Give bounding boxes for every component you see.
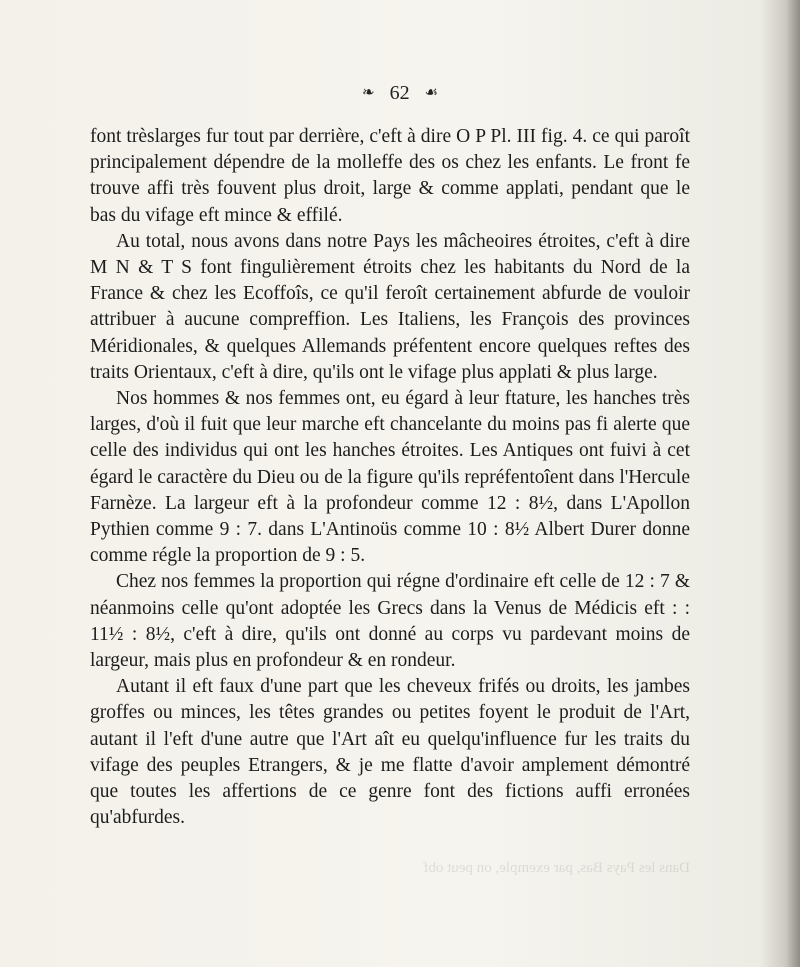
bleed-through-text: Dans les Pays Bas, par exemple, on peut obf: [423, 860, 690, 876]
page-edge-shadow: [786, 0, 800, 967]
body-text: [90, 124, 690, 831]
paragraph-2: Au total, nous avons dans notre Pays les mâcheoires étroites, c'eft à dire M N & T S font fingulièrement étroits chez les habitants du Nord de la France & chez les Ecoffoîs, ce qu'il feroît certainement abfurde de vouloir attribuer à aucune compreffion. Les Italiens, les François des provinces Méridionales, & quelques Allemands préfentent encore quelques reftes des traits Orientaux, c'eft à dire, qu'ils ont le vifage plus applati & plus large.: [90, 230, 690, 383]
right-fleuron-icon: ☙: [424, 85, 439, 101]
paragraph-5: Autant il eft faux d'une part que les cheveux frifés ou droits, les jambes groffes ou minces, les têtes grandes ou petites foyent le produit de l'Art, autant il l'eft d'une autre que l'Art aît eu quelqu'influence fur les traits du vifage des peuples Etrangers, & je me flatte d'avoir amplement démontré que toutes les affertions de ce genre font des fictions auffi erronées qu'abfurdes.: [90, 676, 690, 829]
left-fleuron-icon: ❧: [361, 85, 375, 101]
paragraph-3: Nos hommes & nos femmes ont, eu égard à leur ftature, les hanches très larges, d'où il fuit que leur marche eft chancelante du moins pas fi alerte que celle des individus qui ont les hanches étroites. Les Antiques ont fuivi à cet égard le caractère du Dieu ou de la figure qu'ils repréfentoîent dans l'Hercule Farnèze. La largeur eft à la profondeur comme 12 : 8½, dans L'Apollon Pythien comme 9 : 7. dans L'Antinoüs comme 10 : 8½ Albert Durer donne comme régle la proportion de 9 : 5.: [90, 388, 690, 567]
paragraph-4: Chez nos femmes la proportion qui régne d'ordinaire eft celle de 12 : 7 & néanmoins celle qu'ont adoptée les Grecs dans la Venus de Médicis eft : : 11½ : 8½, c'eft à dire, qu'ils ont donné au corps vu pardevant moins de largeur, mais plus en profondeur & en rondeur.: [90, 571, 690, 672]
page-number: 62: [389, 82, 410, 104]
paragraph-1: font trèslarges fur tout par derrière, c'eft à dire O P Pl. III fig. 4. ce qui paroît principalement dépendre de la molleffe des os chez les enfants. Le front fe trouve affi très fouvent plus droit, large & comme applati, pendant que le bas du vifage eft mince & effilé.: [90, 126, 690, 226]
page-header: [0, 82, 800, 105]
